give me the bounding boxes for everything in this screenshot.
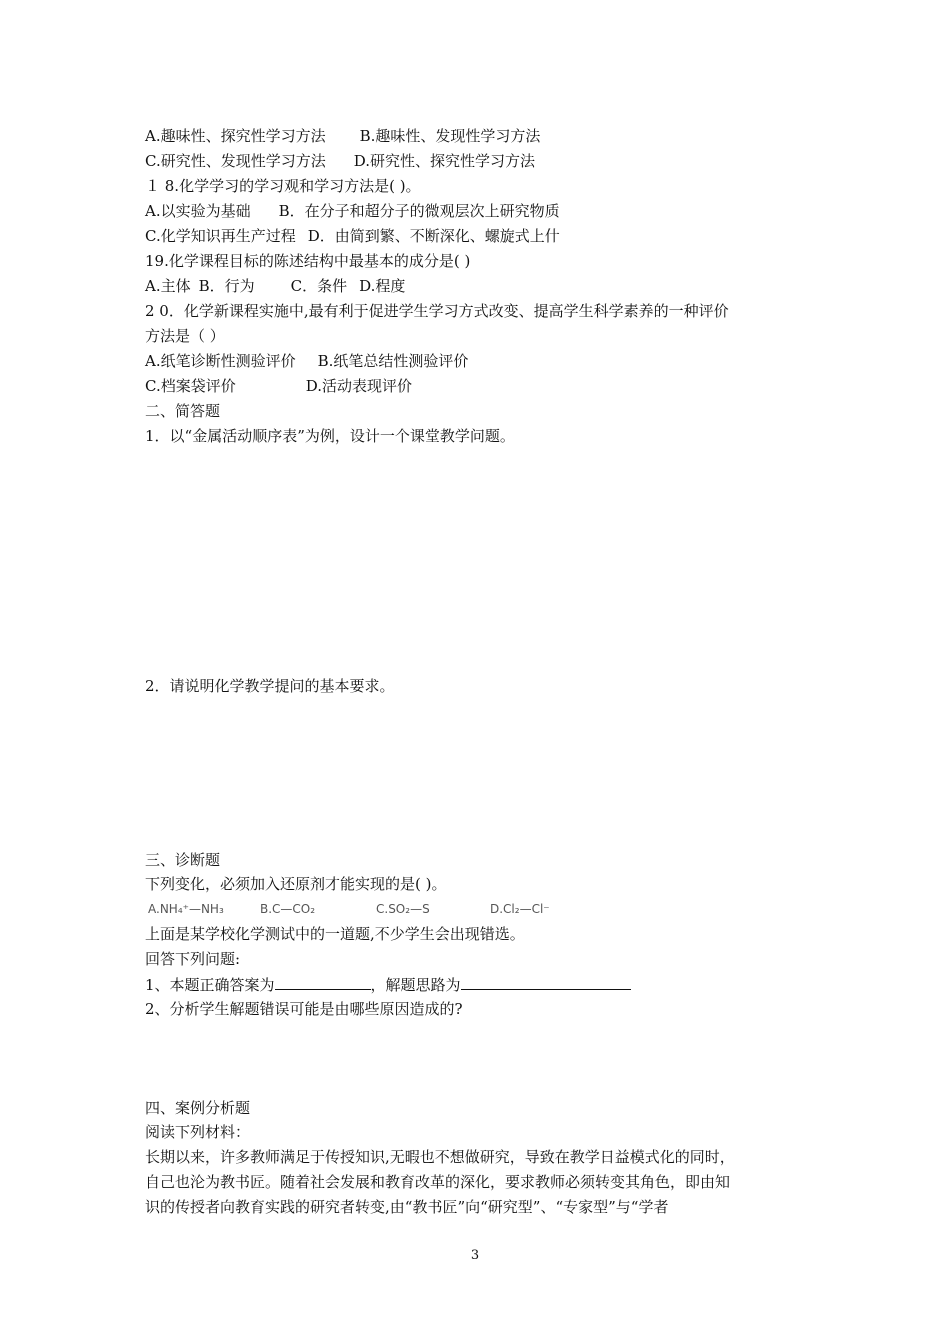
section-3-title: 三、诊断题 [145, 851, 221, 869]
section-2-question-2: 2．请说明化学教学提问的基本要求。 [145, 677, 395, 695]
section-4-paragraph-line-2: 自己也沦为教书匠。随着社会发展和教育改革的深化，要求教师必须转变其角色，即由知 [145, 1173, 731, 1191]
q18-stem: １ 8.化学学习的学习观和学习方法是( )。 [145, 177, 421, 195]
page-number: 3 [470, 1248, 480, 1263]
section-3-sub-question-2: 2、分析学生解题错误可能是由哪些原因造成的? [145, 1000, 463, 1018]
formula-option-c: C.SO₂—S [376, 902, 430, 916]
answer-blank-1[interactable] [275, 974, 371, 990]
q18-option-a: A.以实验为基础 [145, 202, 251, 220]
formula-options-image [148, 898, 568, 920]
formula-option-b: B.C—CO₂ [260, 902, 316, 916]
q18-option-c: C.化学知识再生产过程 [145, 227, 296, 245]
q18-options-row-2 [145, 226, 560, 246]
q19-option-d: D.程度 [359, 277, 406, 295]
q20-option-b: B.纸笔总结性测验评价 [317, 352, 469, 370]
q17-option-a: A.趣味性、探究性学习方法 [145, 127, 326, 145]
q18-option-b: B．在分子和超分子的微观层次上研究物质 [278, 202, 560, 220]
section-3-note: 上面是某学校化学测试中的一道题,不少学生会出现错选。 [145, 925, 525, 943]
q20-options-row-2 [145, 376, 412, 396]
section-3-prompt: 回答下列问题: [145, 950, 241, 968]
q19-stem: 19.化学课程目标的陈述结构中最基本的成分是( ) [145, 252, 471, 270]
q18-option-d: D．由简到繁、不断深化、螺旋式上什 [307, 227, 560, 245]
q17-option-d: D.研究性、探究性学习方法 [353, 152, 535, 170]
q20-stem-line-1: 2 0．化学新课程实施中,最有利于促进学生学习方式改变、提高学生科学素养的一种评价 [145, 302, 729, 320]
q20-option-a: A.纸笔诊断性测验评价 [145, 352, 296, 370]
q19-option-c: C．条件 [290, 277, 348, 295]
formula-option-d: D.Cl₂—Cl⁻ [490, 902, 550, 916]
q19-options-row [145, 276, 405, 296]
q17-options-row-1 [145, 126, 540, 146]
q20-option-c: C.档案袋评价 [145, 377, 236, 395]
section-4-title: 四、案例分析题 [145, 1099, 251, 1117]
q17-option-b: B.趣味性、发现性学习方法 [359, 127, 541, 145]
q20-options-row-1 [145, 351, 468, 371]
section-2-question-1: 1．以“金属活动顺序表”为例，设计一个课堂教学问题。 [145, 427, 515, 445]
answer-blank-2[interactable] [461, 974, 631, 990]
q20-option-d: D.活动表现评价 [305, 377, 412, 395]
q17-options-row-2 [145, 151, 535, 171]
sub-question-1-label-b: ，解题思路为 [370, 976, 461, 994]
q20-stem-line-2: 方法是（ ） [145, 327, 225, 345]
section-4-paragraph-line-3: 识的传授者向教育实践的研究者转变,由“教书匠”向“研究型”、“专家型”与“学者 [145, 1198, 669, 1216]
q19-option-b: B．行为 [198, 277, 255, 295]
section-3-stem: 下列变化，必须加入还原剂才能实现的是( )。 [145, 875, 447, 893]
section-3-sub-question-1 [145, 974, 631, 995]
q18-options-row-1 [145, 201, 560, 221]
section-4-paragraph-line-1: 长期以来，许多教师满足于传授知识,无暇也不想做研究，导致在教学日益模式化的同时， [145, 1148, 735, 1166]
section-2-title: 二、简答题 [145, 402, 221, 420]
formula-option-a: A.NH₄⁺—NH₃ [148, 902, 224, 916]
q17-option-c: C.研究性、发现性学习方法 [145, 152, 326, 170]
section-4-intro: 阅读下列材料： [145, 1123, 251, 1141]
q19-option-a: A.主体 [145, 277, 191, 295]
sub-question-1-label-a: 1、本题正确答案为 [145, 976, 275, 994]
